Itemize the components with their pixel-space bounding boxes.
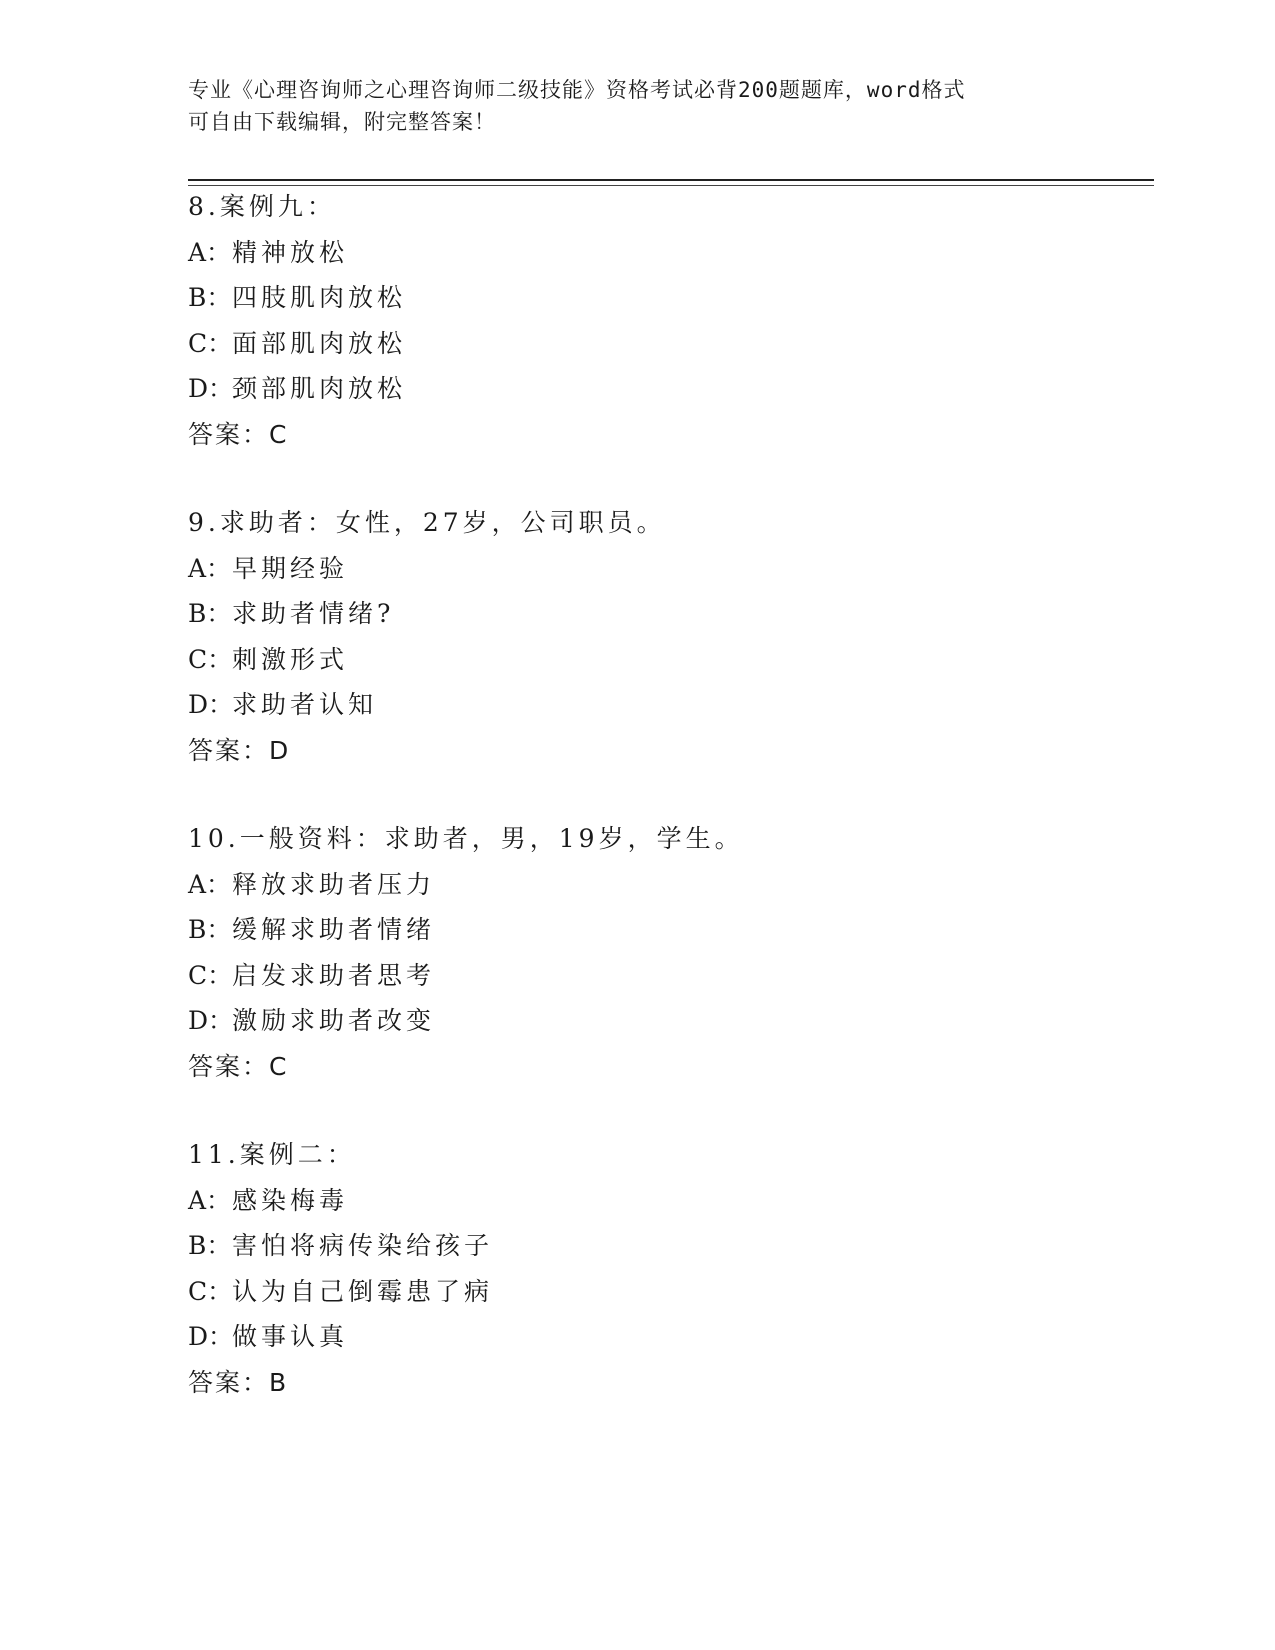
option-a: [188, 862, 1148, 908]
question-10: [188, 816, 1148, 1089]
option-a: [188, 546, 1148, 592]
header-title-line-2: 可自由下载编辑，附完整答案！: [188, 110, 496, 134]
option-c: [188, 1269, 1148, 1315]
option-text: 四肢肌肉放松: [232, 283, 407, 312]
option-text: 感染梅毒: [232, 1185, 349, 1215]
question-9: [188, 500, 1148, 773]
option-key: C：: [188, 328, 233, 358]
question-stem: 10.一般资料：求助者，男，19岁，学生。: [188, 824, 744, 853]
option-text: 颈部肌肉放松: [232, 374, 407, 403]
option-text: 害怕将病传染给孩子: [232, 1231, 494, 1260]
option-text: 早期经验: [232, 553, 349, 583]
answer-line: 答案：C: [188, 419, 289, 449]
option-key: B：: [188, 915, 232, 944]
option-b: [188, 275, 1148, 321]
option-d: [188, 366, 1148, 412]
option-text: 面部肌肉放松: [232, 328, 407, 358]
option-key: D：: [188, 1322, 234, 1351]
option-key: C：: [188, 960, 233, 990]
question-stem: 11.案例二：: [188, 1140, 356, 1169]
option-b: [188, 1223, 1148, 1269]
option-key: C：: [188, 644, 233, 674]
option-c: [188, 637, 1148, 683]
option-c: [188, 953, 1148, 999]
option-a: [188, 1178, 1148, 1224]
option-text: 认为自己倒霉患了病: [232, 1276, 494, 1306]
option-text: 求助者情绪?: [232, 599, 395, 628]
header-title-line-1: 专业《心理咨询师之心理咨询师二级技能》资格考试必背200题题库，word格式: [188, 78, 966, 102]
option-key: D：: [188, 690, 234, 719]
option-d: [188, 998, 1148, 1044]
question-stem: 9.求助者：女性，27岁，公司职员。: [188, 508, 666, 537]
option-b: [188, 907, 1148, 953]
option-key: A：: [188, 237, 232, 267]
option-d: [188, 682, 1148, 728]
option-text: 启发求助者思考: [232, 960, 436, 990]
option-key: B：: [188, 283, 232, 312]
option-text: 刺激形式: [232, 644, 349, 674]
document-header: [188, 74, 1088, 138]
question-8: [188, 184, 1148, 457]
answer-line: 答案：B: [188, 1367, 289, 1397]
option-key: D：: [188, 374, 234, 403]
option-key: D：: [188, 1006, 234, 1035]
option-text: 释放求助者压力: [232, 869, 436, 899]
option-key: A：: [188, 553, 232, 583]
option-key: B：: [188, 1231, 232, 1260]
option-c: [188, 321, 1148, 367]
answer-line: 答案：C: [188, 1051, 289, 1081]
option-key: A：: [188, 869, 232, 899]
answer-line: 答案：D: [188, 735, 291, 765]
option-text: 做事认真: [232, 1322, 349, 1351]
option-text: 求助者认知: [232, 690, 378, 719]
option-b: [188, 591, 1148, 637]
option-text: 缓解求助者情绪: [232, 915, 436, 944]
option-key: C：: [188, 1276, 233, 1306]
option-text: 精神放松: [232, 237, 349, 267]
option-d: [188, 1314, 1148, 1360]
header-divider-thick: [188, 179, 1154, 181]
option-a: [188, 230, 1148, 276]
option-key: B：: [188, 599, 232, 628]
question-stem: 8.案例九：: [188, 192, 336, 221]
option-key: A：: [188, 1185, 232, 1215]
option-text: 激励求助者改变: [232, 1006, 436, 1035]
question-11: [188, 1132, 1148, 1405]
